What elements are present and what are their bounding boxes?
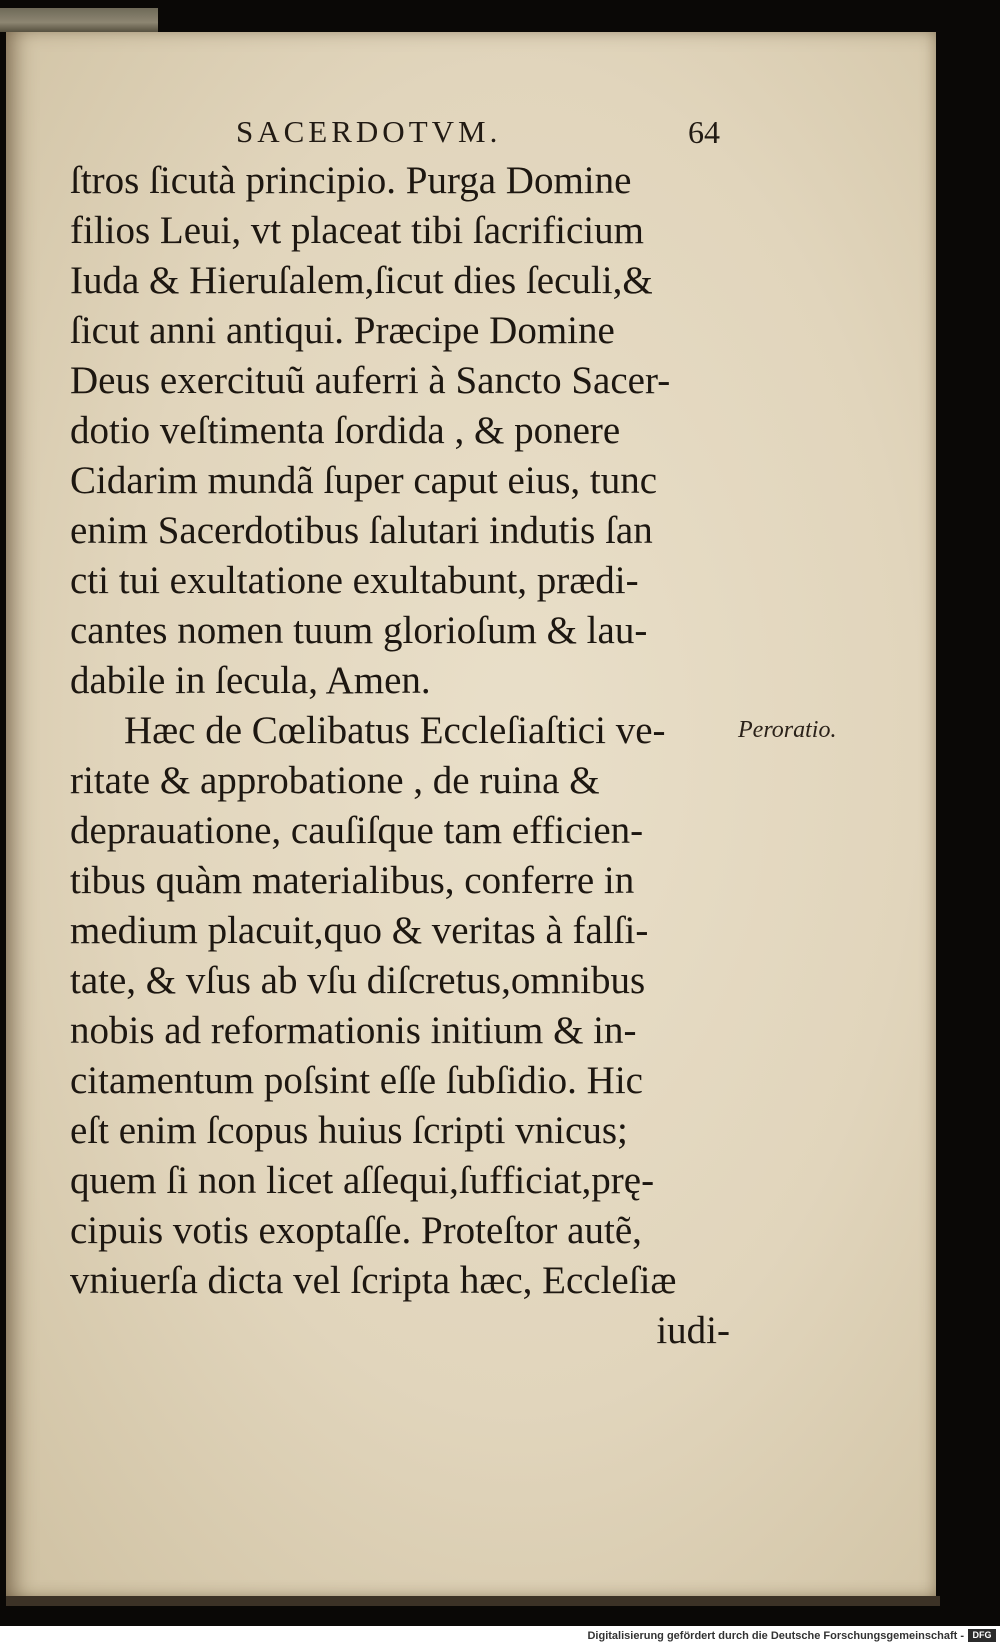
text-line: Deus exercituũ auferri à Sancto Sacer- (70, 359, 671, 402)
catchword: iudi- (656, 1309, 730, 1352)
text-line: filios Leui, vt placeat tibi ſacrificium (70, 209, 644, 252)
text-line: Cidarim mundã ſuper caput eius, tunc (70, 459, 658, 502)
text-line: vniuerſa dicta vel ſcripta hæc, Eccleſiæ (70, 1259, 677, 1302)
text-line: cti tui exultatione exultabunt, prædi- (70, 559, 639, 602)
text-line: Iuda & Hieruſalem,ſicut dies ſeculi,& (70, 259, 653, 302)
text-line: deprauatione, cauſiſque tam efficien- (70, 809, 644, 852)
running-head: SACERDOTVM. (236, 114, 502, 149)
page-header (236, 110, 726, 154)
marginal-note: Peroratio. (738, 717, 837, 743)
page-edge (6, 1596, 940, 1606)
text-line: enim Sacerdotibus ſalutari indutis ſan (70, 509, 653, 552)
funding-credit: Digitalisierung gefördert durch die Deutsche Forschungsgemeinschaft - (587, 1630, 964, 1642)
body-text (70, 156, 730, 1356)
text-line: ritate & approbatione , de ruina & (70, 759, 600, 802)
text-line: nobis ad reformationis initium & in- (70, 1009, 637, 1052)
paragraph-start-line: Hæc de Cœlibatus Eccleſiaſtici ve- (124, 709, 666, 752)
text-line: ſtros ſicutà principio. Purga Domine (70, 159, 632, 202)
text-line: tibus quàm materialibus, conferre in (70, 859, 635, 902)
dfg-logo: DFG (968, 1629, 996, 1642)
text-line: tate, & vſus ab vſu diſcretus,omnibus (70, 959, 646, 1002)
text-line: medium placuit,quo & veritas à falſi- (70, 909, 649, 952)
text-line: cipuis votis exoptaſſe. Proteſtor autẽ, (70, 1209, 642, 1252)
text-line: dotio veſtimenta ſordida , & ponere (70, 409, 621, 452)
text-line: dabile in ſecula, Amen. (70, 659, 431, 702)
text-line: eſt enim ſcopus huius ſcripti vnicus; (70, 1109, 628, 1152)
text-line: citamentum poſsint eſſe ſubſidio. Hic (70, 1059, 643, 1102)
text-line: cantes nomen tuum glorioſum & lau- (70, 609, 648, 652)
binding-tab (0, 8, 158, 32)
text-line: quem ſi non licet aſſequi,ſufficiat,prę- (70, 1159, 655, 1202)
page-number: 64 (688, 114, 720, 150)
text-line: ſicut anni antiqui. Præcipe Domine (70, 309, 615, 352)
